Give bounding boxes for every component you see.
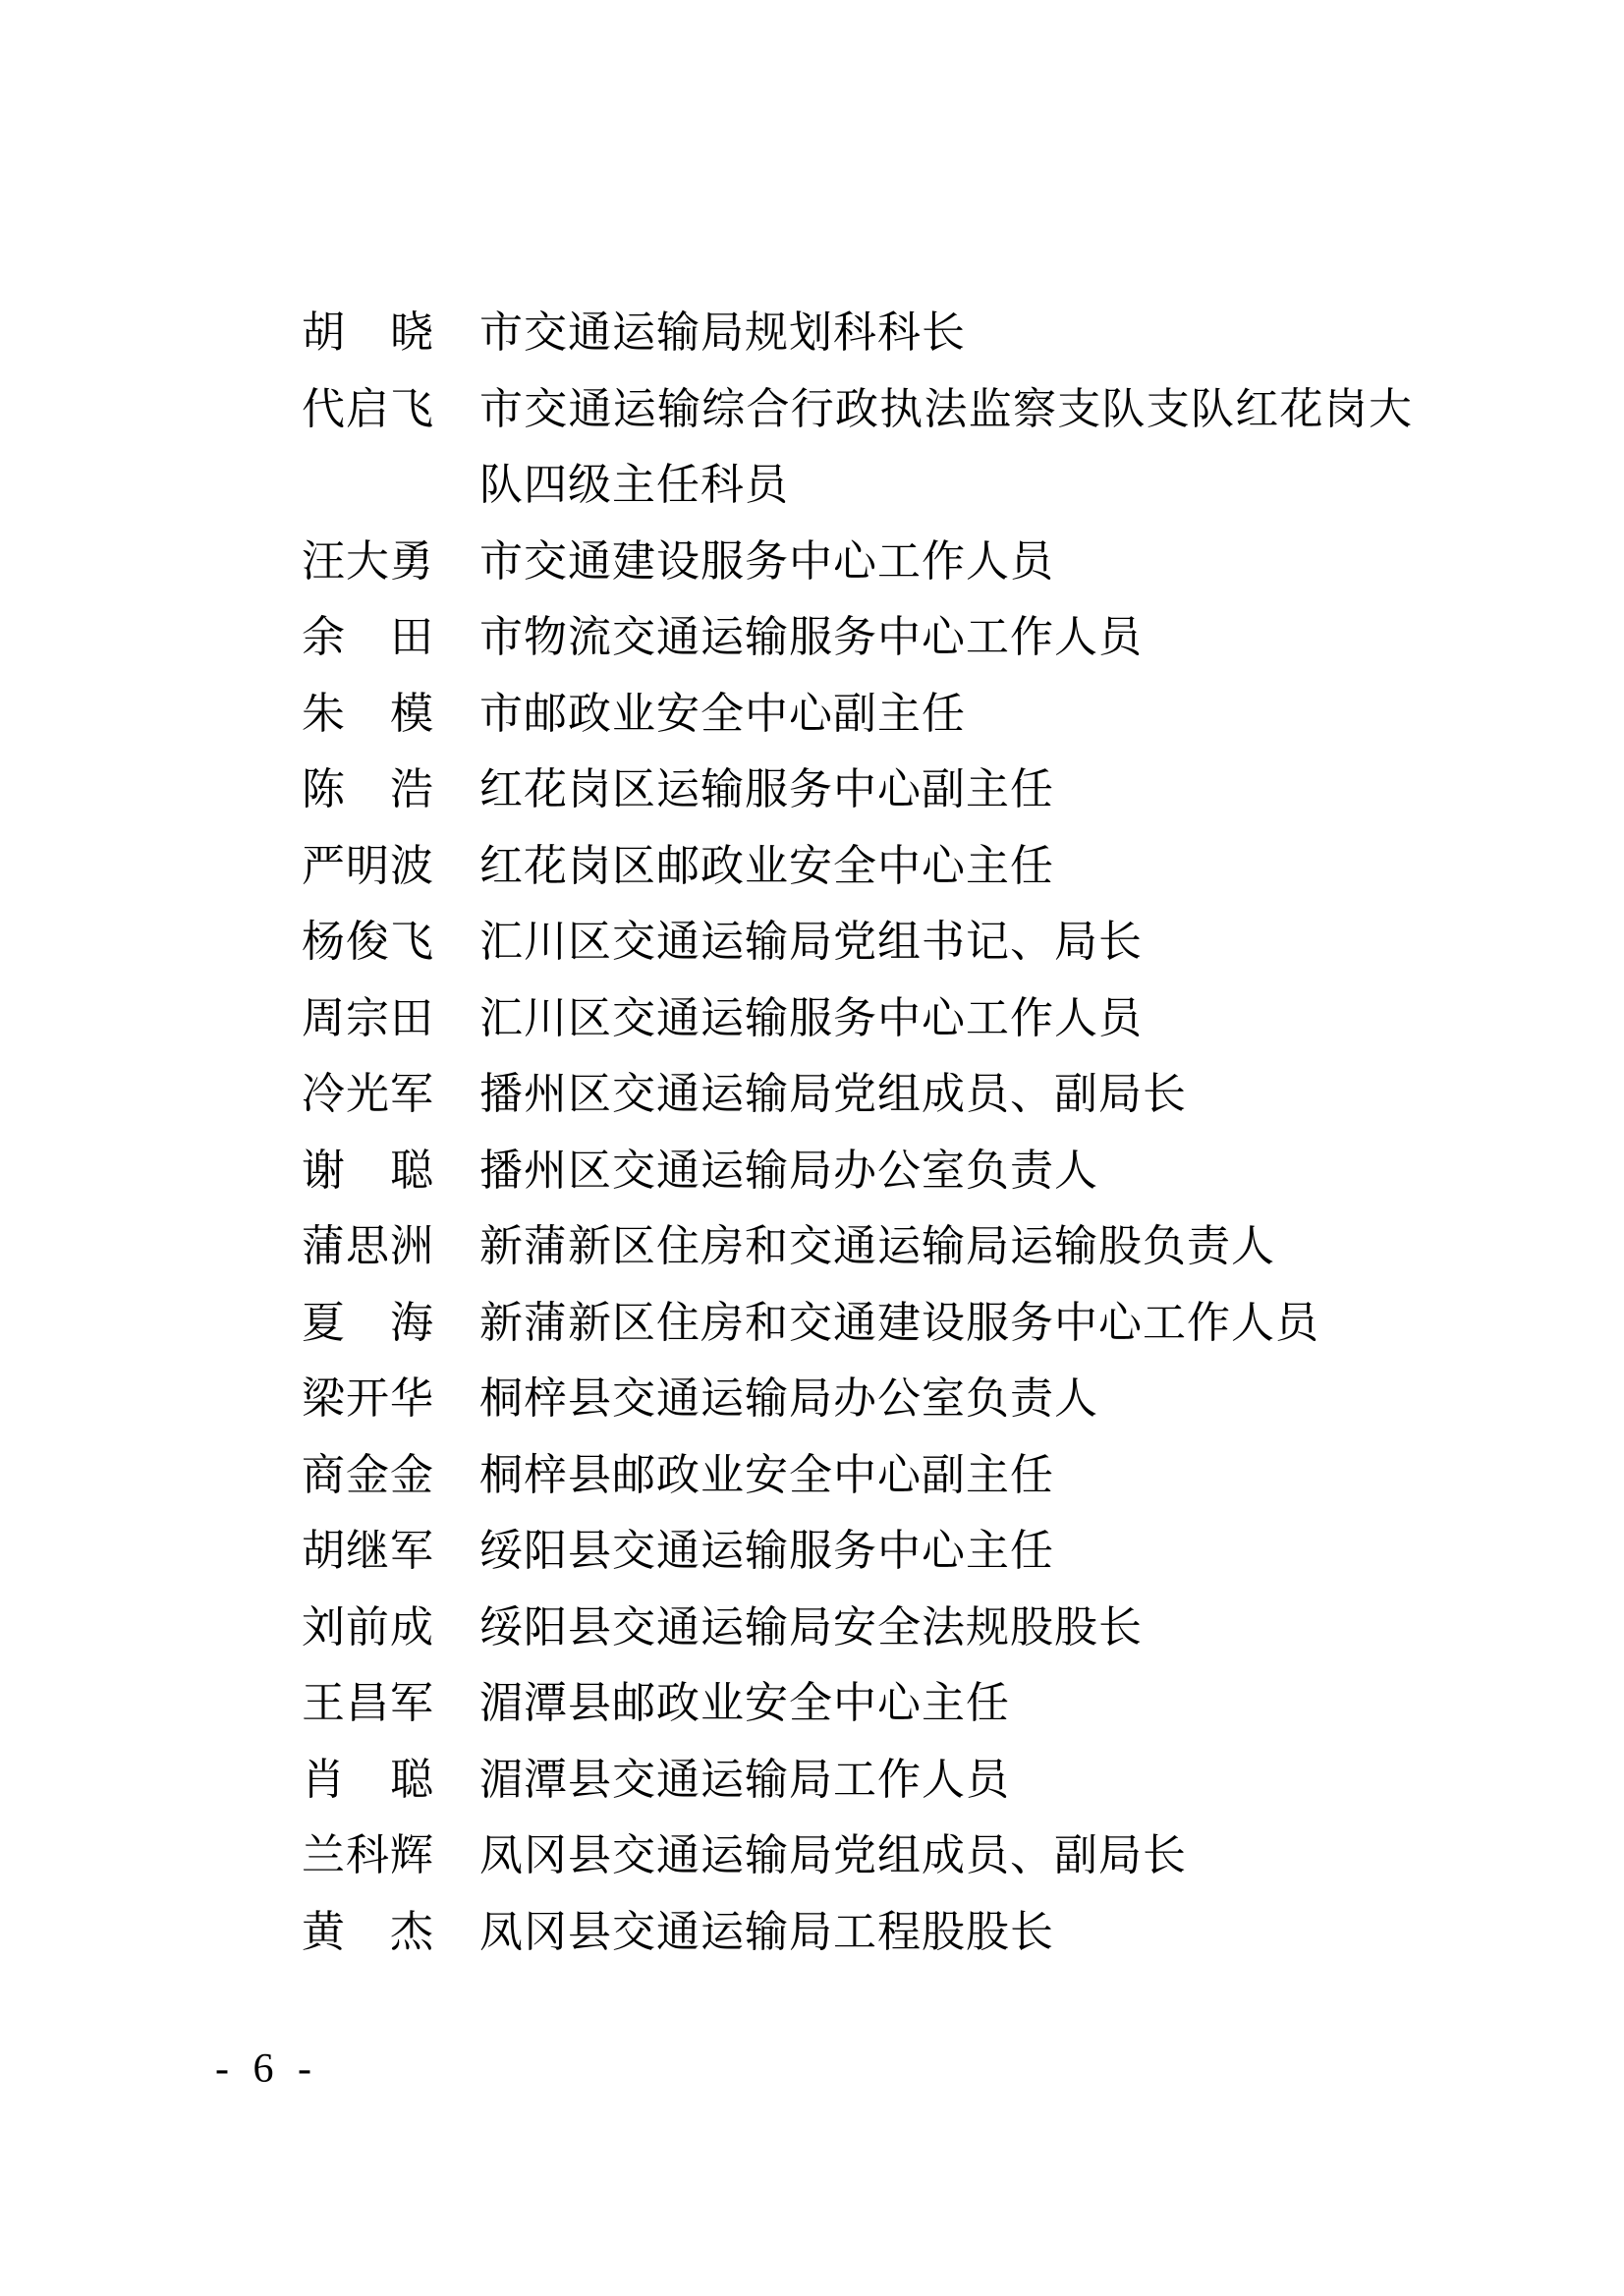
recipient-position: 播州区交通运输局党组成员、副局长 [479,1070,1187,1118]
recipient-position: 湄潭县邮政业安全中心主任 [479,1679,1010,1727]
award-entry-row [302,599,1422,676]
award-entry-row [302,1208,1422,1285]
recipient-name: 蒲思洲 [302,1222,434,1270]
award-entry-row [302,295,1422,371]
recipient-name: 肖 聪 [302,1755,434,1804]
recipient-name: 夏 海 [302,1298,434,1347]
page-number: - 6 - [215,2046,313,2092]
award-entry-row [302,980,1422,1057]
recipient-name: 陈 浩 [302,765,434,813]
recipient-position: 播州区交通运输局办公室负责人 [479,1146,1098,1195]
award-entry-row [302,1437,1422,1514]
recipient-name: 兰科辉 [302,1831,434,1879]
recipient-name: 梁开华 [302,1374,434,1423]
award-entry-row [302,1665,1422,1742]
recipient-position: 桐梓县邮政业安全中心副主任 [479,1450,1054,1499]
recipient-position: 凤冈县交通运输局党组成员、副局长 [479,1831,1187,1879]
recipient-name: 冷光军 [302,1070,434,1118]
award-entry-row [302,371,1422,524]
recipient-name: 商金金 [302,1450,434,1499]
recipient-position: 新蒲新区住房和交通运输局运输股负责人 [479,1222,1275,1270]
award-entry-row [302,676,1422,753]
recipient-name: 刘前成 [302,1602,434,1652]
recipient-position: 新蒲新区住房和交通建设服务中心工作人员 [479,1298,1319,1347]
recipient-position: 红花岗区运输服务中心副主任 [479,765,1054,813]
award-entry-row [302,904,1422,980]
recipient-position: 市交通运输局规划科科长 [479,308,966,357]
recipient-name: 胡 晓 [302,308,434,357]
recipient-name: 杨俊飞 [302,918,434,966]
recipient-position: 凤冈县交通运输局工程股股长 [479,1907,1054,1956]
award-entry-row [302,524,1422,600]
award-entry-row [302,1894,1422,1971]
recipient-name: 周宗田 [302,993,434,1042]
recipient-position: 绥阳县交通运输服务中心主任 [479,1527,1054,1575]
recipient-name: 谢 聪 [302,1146,434,1195]
recipient-position: 绥阳县交通运输局安全法规股股长 [479,1602,1143,1652]
award-entry-row [302,1361,1422,1437]
award-entry-row [302,1285,1422,1362]
award-entry-row [302,1590,1422,1666]
entry-list [302,295,1422,1970]
recipient-position: 市交通建设服务中心工作人员 [479,536,1054,586]
recipient-name: 王昌军 [302,1679,434,1727]
recipient-position: 红花岗区邮政业安全中心主任 [479,841,1054,890]
recipient-position: 汇川区交通运输服务中心工作人员 [479,993,1143,1042]
recipient-position: 汇川区交通运输局党组书记、局长 [479,918,1143,966]
award-entry-row [302,1056,1422,1133]
recipient-position: 桐梓县交通运输局办公室负责人 [479,1374,1098,1423]
recipient-position: 湄潭县交通运输局工作人员 [479,1755,1010,1804]
recipient-position: 市交通运输综合行政执法监察支队支队红花岗大队四级主任科员 [479,384,1413,509]
award-entry-row [302,828,1422,905]
recipient-position: 市邮政业安全中心副主任 [479,689,966,738]
recipient-name: 余 田 [302,613,434,661]
award-entry-row [302,1513,1422,1590]
recipient-name: 朱 模 [302,689,434,738]
award-entry-row [302,1133,1422,1209]
recipient-name: 胡继军 [302,1527,434,1575]
recipient-name: 严明波 [302,841,434,890]
recipient-name: 代启飞 [302,384,434,433]
award-entry-row [302,1818,1422,1894]
recipient-position: 市物流交通运输服务中心工作人员 [479,613,1143,661]
award-entry-row [302,752,1422,828]
recipient-name: 汪大勇 [302,536,434,586]
recipient-name: 黄 杰 [302,1907,434,1956]
award-entry-row [302,1742,1422,1819]
